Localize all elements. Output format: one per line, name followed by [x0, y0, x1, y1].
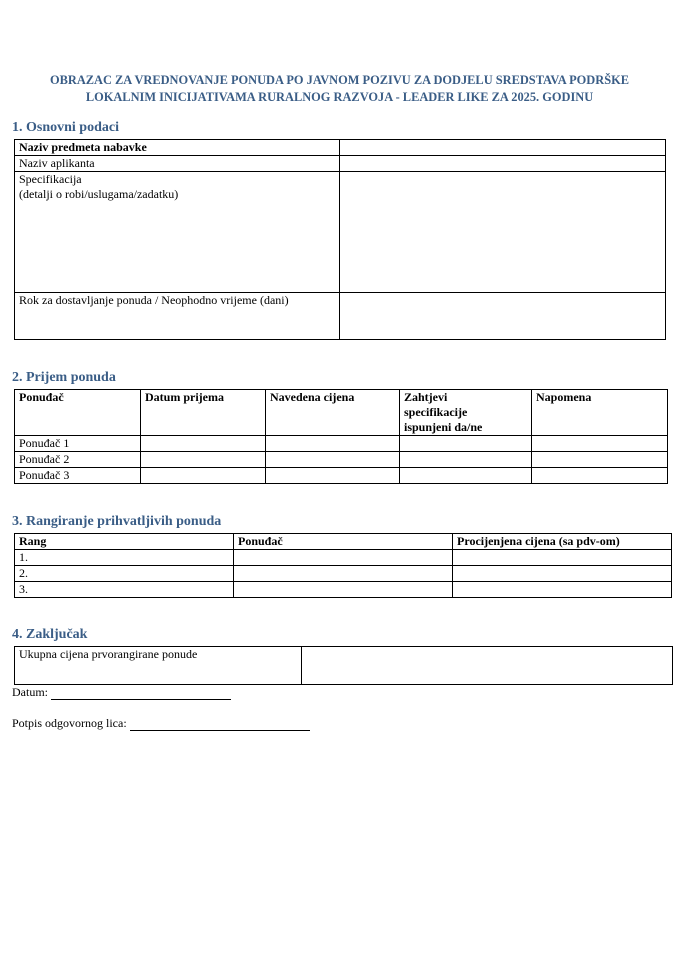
- rank-2-price-field[interactable]: [453, 566, 672, 582]
- bidder-3-date-field[interactable]: [141, 468, 266, 484]
- col-header-stated-price: Navedena cijena: [266, 390, 400, 436]
- bidder-1-note-field[interactable]: [532, 436, 668, 452]
- col-header-spec-requirements-line-2: specifikacije: [404, 405, 468, 419]
- basic-data-table: [14, 139, 666, 340]
- signature-line: [12, 716, 310, 731]
- rank-1-bidder-field[interactable]: [234, 550, 453, 566]
- conclusion-table: [14, 646, 673, 685]
- bidder-3-requirements-field[interactable]: [400, 468, 532, 484]
- specification-label-line-2: (detalji o robi/uslugama/zadatku): [19, 187, 179, 201]
- bidder-1-label: Ponuđač 1: [15, 436, 141, 452]
- deadline-field[interactable]: [340, 293, 666, 340]
- table-row: [15, 582, 672, 598]
- deadline-label: Rok za dostavljanje ponuda / Neophodno vrijeme (dani): [15, 293, 340, 340]
- signature-label: Potpis odgovornog lica:: [12, 716, 127, 730]
- page-title: [10, 72, 669, 106]
- procurement-subject-field[interactable]: [340, 140, 666, 156]
- bidder-2-label: Ponuđač 2: [15, 452, 141, 468]
- page-title-line-2: LOKALNIM INICIJATIVAMA RURALNOG RAZVOJA - LEADER LIKE ZA 2025. GODINU: [85, 90, 594, 104]
- total-price-label: Ukupna cijena prvorangirane ponude: [15, 647, 302, 685]
- section-4-heading: 4. Zaključak: [12, 627, 88, 642]
- col-header-bidder: Ponuđač: [15, 390, 141, 436]
- specification-label: [15, 172, 340, 293]
- procurement-subject-label: Naziv predmeta nabavke: [15, 140, 340, 156]
- table-row: [15, 550, 672, 566]
- bidder-2-requirements-field[interactable]: [400, 452, 532, 468]
- date-label: Datum:: [12, 685, 48, 699]
- rank-3-label: 3.: [15, 582, 234, 598]
- signature-field[interactable]: [130, 718, 310, 731]
- section-1-heading: 1. Osnovni podaci: [12, 120, 119, 135]
- total-price-field[interactable]: [302, 647, 673, 685]
- col-header-spec-requirements-line-3: ispunjeni da/ne: [404, 420, 483, 434]
- bidder-1-price-field[interactable]: [266, 436, 400, 452]
- col-header-spec-requirements-line-1: Zahtjevi: [404, 390, 448, 404]
- page-title-line-1: OBRAZAC ZA VREDNOVANJE PONUDA PO JAVNOM POZIVU ZA DODJELU SREDSTAVA PODRŠKE: [49, 73, 629, 87]
- bidder-2-note-field[interactable]: [532, 452, 668, 468]
- table-row: [15, 566, 672, 582]
- bidder-3-label: Ponuđač 3: [15, 468, 141, 484]
- bidder-3-note-field[interactable]: [532, 468, 668, 484]
- bidder-3-price-field[interactable]: [266, 468, 400, 484]
- applicant-name-field[interactable]: [340, 156, 666, 172]
- bidder-2-date-field[interactable]: [141, 452, 266, 468]
- rank-2-label: 2.: [15, 566, 234, 582]
- col-header-note: Napomena: [532, 390, 668, 436]
- rank-2-bidder-field[interactable]: [234, 566, 453, 582]
- rank-1-price-field[interactable]: [453, 550, 672, 566]
- section-3-heading: 3. Rangiranje prihvatljivih ponuda: [12, 514, 222, 529]
- table-row: [15, 468, 668, 484]
- col-header-receipt-date: Datum prijema: [141, 390, 266, 436]
- offers-received-table: [14, 389, 668, 484]
- col-header-estimated-price: Procijenjena cijena (sa pdv-om): [453, 534, 672, 550]
- rank-3-bidder-field[interactable]: [234, 582, 453, 598]
- rank-1-label: 1.: [15, 550, 234, 566]
- table-row: [15, 436, 668, 452]
- col-header-ranked-bidder: Ponuđač: [234, 534, 453, 550]
- date-field[interactable]: [51, 687, 231, 700]
- col-header-rank: Rang: [15, 534, 234, 550]
- section-2-heading: 2. Prijem ponuda: [12, 370, 116, 385]
- date-line: [12, 685, 231, 700]
- ranking-table: [14, 533, 672, 598]
- bidder-2-price-field[interactable]: [266, 452, 400, 468]
- rank-3-price-field[interactable]: [453, 582, 672, 598]
- specification-label-line-1: Specifikacija: [19, 172, 82, 186]
- bidder-1-requirements-field[interactable]: [400, 436, 532, 452]
- table-row: [15, 452, 668, 468]
- specification-field[interactable]: [340, 172, 666, 293]
- bidder-1-date-field[interactable]: [141, 436, 266, 452]
- applicant-name-label: Naziv aplikanta: [15, 156, 340, 172]
- col-header-spec-requirements: [400, 390, 532, 436]
